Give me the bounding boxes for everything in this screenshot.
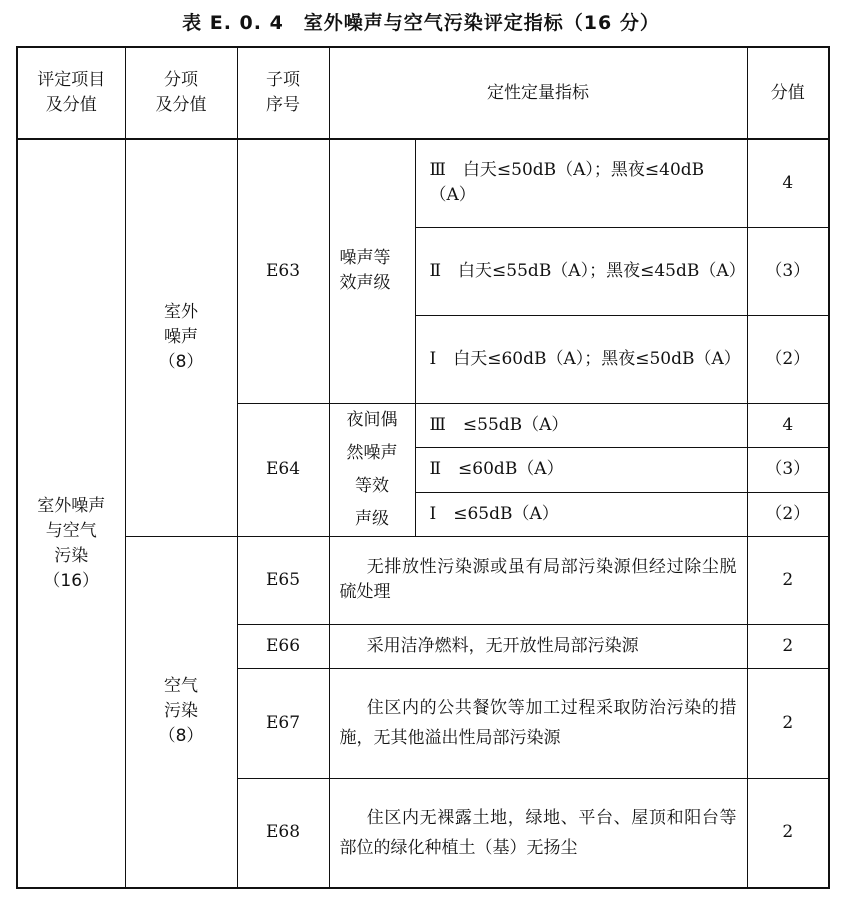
air-subitem-cell: 空气 污染 （8） xyxy=(125,536,237,888)
code-cell-e67: E67 xyxy=(237,668,329,778)
score-cell: 2 xyxy=(747,778,829,888)
header-category: 评定项目 及分值 xyxy=(17,47,125,139)
score-cell: 2 xyxy=(747,624,829,668)
code-cell-e66: E66 xyxy=(237,624,329,668)
criterion-cell: Ⅰ ≤65dB（A） xyxy=(415,492,747,536)
code-cell-e64: E64 xyxy=(237,403,329,536)
header-subitem: 分项 及分值 xyxy=(125,47,237,139)
score-cell: （3） xyxy=(747,227,829,315)
category-cell: 室外噪声 与空气 污染 （16） xyxy=(17,139,125,888)
header-indicator: 定性定量指标 xyxy=(329,47,747,139)
criterion-cell: Ⅱ 白天≤55dB（A）；黑夜≤45dB（A） xyxy=(415,227,747,315)
score-cell: 4 xyxy=(747,139,829,227)
evaluation-table xyxy=(16,46,830,889)
label-cell-e64: 夜间偶 然噪声 等效 声级 xyxy=(329,403,415,536)
label-cell-e63: 噪声等 效声级 xyxy=(329,139,415,403)
score-cell: 2 xyxy=(747,668,829,778)
noise-subitem-cell: 室外 噪声 （8） xyxy=(125,139,237,536)
header-score: 分值 xyxy=(747,47,829,139)
code-cell-e63: E63 xyxy=(237,139,329,403)
score-cell: （2） xyxy=(747,315,829,403)
score-cell: （2） xyxy=(747,492,829,536)
criterion-cell: Ⅲ 白天≤50dB（A）；黑夜≤40dB（A） xyxy=(415,139,747,227)
score-cell: 2 xyxy=(747,536,829,624)
criterion-cell: Ⅱ ≤60dB（A） xyxy=(415,447,747,492)
score-cell: 4 xyxy=(747,403,829,447)
indicator-cell: 无排放性污染源或虽有局部污染源但经过除尘脱硫处理 xyxy=(329,536,747,624)
table-row xyxy=(17,139,829,227)
score-cell: （3） xyxy=(747,447,829,492)
table-row xyxy=(17,536,829,624)
table-title: 表 E. 0. 4 室外噪声与空气污染评定指标（16 分） xyxy=(182,12,660,34)
header-code: 子项 序号 xyxy=(237,47,329,139)
code-cell-e65: E65 xyxy=(237,536,329,624)
indicator-cell: 采用洁净燃料，无开放性局部污染源 xyxy=(329,624,747,668)
criterion-cell: Ⅲ ≤55dB（A） xyxy=(415,403,747,447)
header-row xyxy=(17,47,829,139)
criterion-cell: Ⅰ 白天≤60dB（A）；黑夜≤50dB（A） xyxy=(415,315,747,403)
code-cell-e68: E68 xyxy=(237,778,329,888)
indicator-cell: 住区内无裸露土地，绿地、平台、屋顶和阳台等部位的绿化种植土（基）无扬尘 xyxy=(329,778,747,888)
indicator-cell: 住区内的公共餐饮等加工过程采取防治污染的措施，无其他溢出性局部污染源 xyxy=(329,668,747,778)
